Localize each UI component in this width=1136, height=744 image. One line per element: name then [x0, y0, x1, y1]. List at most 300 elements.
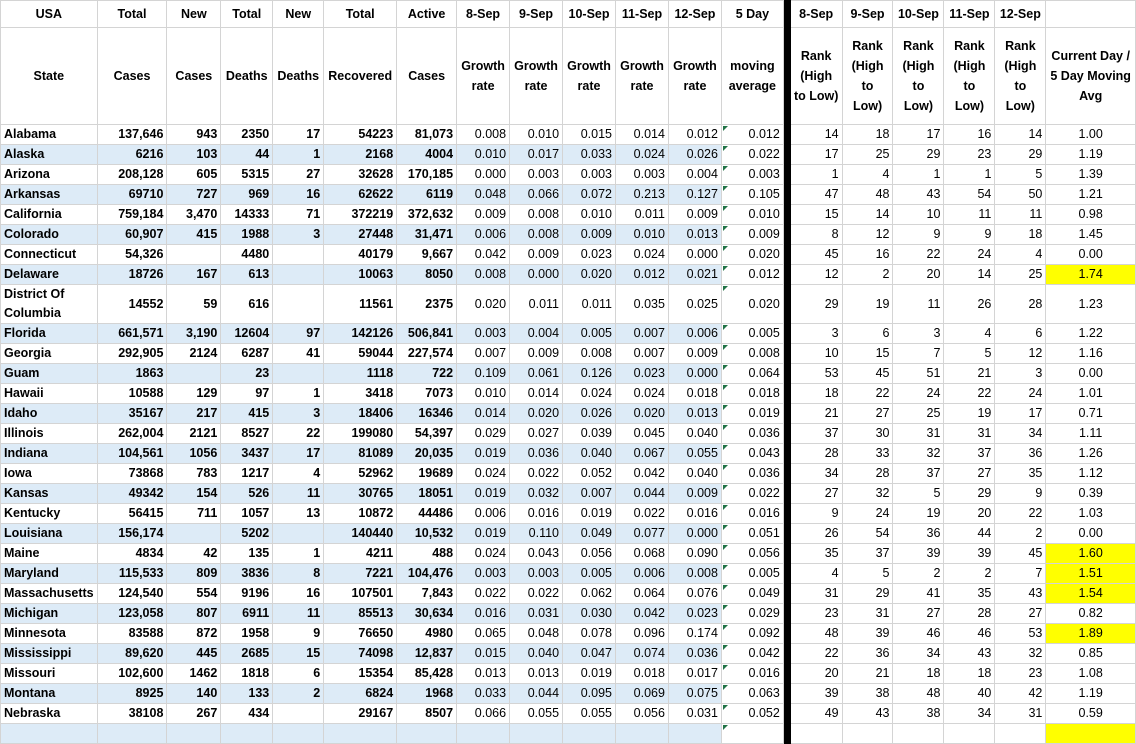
total-cases-cell[interactable]: 83588 — [97, 624, 167, 644]
growth-rate-cell[interactable] — [615, 724, 668, 744]
new-cases-cell[interactable]: 605 — [167, 165, 221, 185]
total-cases-cell[interactable]: 14552 — [97, 285, 167, 324]
new-cases-cell[interactable] — [167, 364, 221, 384]
current-vs-avg-cell[interactable]: 0.39 — [1046, 484, 1136, 504]
total-cases-cell[interactable] — [97, 724, 167, 744]
moving-average-cell[interactable]: 0.008 — [721, 344, 783, 364]
recovered-cell[interactable]: 10063 — [324, 265, 397, 285]
new-deaths-cell[interactable]: 71 — [273, 205, 324, 225]
rank-cell[interactable]: 24 — [995, 384, 1046, 404]
recovered-cell[interactable]: 32628 — [324, 165, 397, 185]
moving-average-cell[interactable]: 0.036 — [721, 424, 783, 444]
growth-rate-cell[interactable]: 0.009 — [457, 205, 510, 225]
column-header[interactable]: New — [167, 1, 221, 28]
state-cell[interactable]: Michigan — [1, 604, 98, 624]
current-vs-avg-cell[interactable]: 0.00 — [1046, 245, 1136, 265]
rank-cell[interactable]: 19 — [842, 285, 893, 324]
new-cases-cell[interactable] — [167, 724, 221, 744]
growth-rate-cell[interactable]: 0.033 — [457, 684, 510, 704]
rank-cell[interactable]: 20 — [790, 664, 842, 684]
rank-cell[interactable]: 22 — [790, 644, 842, 664]
rank-cell[interactable]: 2 — [893, 564, 944, 584]
growth-rate-cell[interactable]: 0.019 — [563, 504, 616, 524]
current-vs-avg-cell[interactable]: 1.39 — [1046, 165, 1136, 185]
total-cases-cell[interactable]: 156,174 — [97, 524, 167, 544]
growth-rate-cell[interactable]: 0.067 — [615, 444, 668, 464]
rank-cell[interactable]: 15 — [842, 344, 893, 364]
current-vs-avg-cell[interactable]: 0.59 — [1046, 704, 1136, 724]
moving-average-cell[interactable]: 0.003 — [721, 165, 783, 185]
column-header[interactable]: Cases — [167, 28, 221, 125]
rank-cell[interactable]: 21 — [944, 364, 995, 384]
growth-rate-cell[interactable]: 0.023 — [615, 364, 668, 384]
rank-cell[interactable]: 25 — [893, 404, 944, 424]
rank-cell[interactable]: 32 — [995, 644, 1046, 664]
rank-cell[interactable]: 26 — [944, 285, 995, 324]
total-deaths-cell[interactable]: 1217 — [221, 464, 273, 484]
rank-cell[interactable] — [944, 724, 995, 744]
rank-cell[interactable]: 43 — [995, 584, 1046, 604]
recovered-cell[interactable]: 27448 — [324, 225, 397, 245]
total-cases-cell[interactable]: 137,646 — [97, 125, 167, 145]
rank-cell[interactable]: 37 — [790, 424, 842, 444]
column-header[interactable]: Total — [324, 1, 397, 28]
rank-cell[interactable]: 48 — [842, 185, 893, 205]
recovered-cell[interactable]: 372219 — [324, 205, 397, 225]
total-deaths-cell[interactable]: 526 — [221, 484, 273, 504]
growth-rate-cell[interactable]: 0.056 — [615, 704, 668, 724]
moving-average-cell[interactable]: 0.022 — [721, 145, 783, 165]
growth-rate-cell[interactable]: 0.003 — [510, 165, 563, 185]
rank-cell[interactable]: 43 — [944, 644, 995, 664]
total-cases-cell[interactable]: 60,907 — [97, 225, 167, 245]
new-deaths-cell[interactable]: 17 — [273, 125, 324, 145]
growth-rate-cell[interactable]: 0.011 — [563, 285, 616, 324]
rank-cell[interactable]: 37 — [893, 464, 944, 484]
rank-cell[interactable]: 17 — [790, 145, 842, 165]
growth-rate-cell[interactable]: 0.015 — [457, 644, 510, 664]
new-cases-cell[interactable]: 140 — [167, 684, 221, 704]
active-cases-cell[interactable]: 7073 — [397, 384, 457, 404]
state-cell[interactable]: Florida — [1, 324, 98, 344]
total-cases-cell[interactable]: 115,533 — [97, 564, 167, 584]
growth-rate-cell[interactable]: 0.009 — [668, 484, 721, 504]
growth-rate-cell[interactable]: 0.020 — [563, 265, 616, 285]
recovered-cell[interactable]: 1118 — [324, 364, 397, 384]
growth-rate-cell[interactable]: 0.035 — [615, 285, 668, 324]
new-deaths-cell[interactable]: 97 — [273, 324, 324, 344]
growth-rate-cell[interactable]: 0.007 — [615, 344, 668, 364]
growth-rate-cell[interactable]: 0.003 — [457, 324, 510, 344]
rank-cell[interactable]: 45 — [995, 544, 1046, 564]
recovered-cell[interactable]: 2168 — [324, 145, 397, 165]
growth-rate-cell[interactable]: 0.006 — [457, 504, 510, 524]
total-deaths-cell[interactable]: 2685 — [221, 644, 273, 664]
current-vs-avg-cell[interactable]: 1.19 — [1046, 145, 1136, 165]
rank-cell[interactable]: 21 — [842, 664, 893, 684]
rank-cell[interactable]: 45 — [842, 364, 893, 384]
rank-cell[interactable]: 42 — [995, 684, 1046, 704]
total-cases-cell[interactable]: 292,905 — [97, 344, 167, 364]
growth-rate-cell[interactable]: 0.126 — [563, 364, 616, 384]
growth-rate-cell[interactable]: 0.026 — [563, 404, 616, 424]
growth-rate-cell[interactable]: 0.043 — [510, 544, 563, 564]
recovered-cell[interactable]: 142126 — [324, 324, 397, 344]
rank-cell[interactable]: 9 — [893, 225, 944, 245]
recovered-cell[interactable]: 10872 — [324, 504, 397, 524]
column-header[interactable]: 9-Sep — [510, 1, 563, 28]
total-deaths-cell[interactable]: 97 — [221, 384, 273, 404]
state-cell[interactable] — [1, 724, 98, 744]
current-vs-avg-cell[interactable]: 0.98 — [1046, 205, 1136, 225]
new-cases-cell[interactable]: 59 — [167, 285, 221, 324]
new-deaths-cell[interactable] — [273, 364, 324, 384]
growth-rate-cell[interactable]: 0.048 — [510, 624, 563, 644]
current-vs-avg-cell[interactable]: 1.51 — [1046, 564, 1136, 584]
rank-cell[interactable]: 41 — [893, 584, 944, 604]
total-cases-cell[interactable]: 18726 — [97, 265, 167, 285]
growth-rate-cell[interactable]: 0.031 — [668, 704, 721, 724]
rank-cell[interactable]: 33 — [842, 444, 893, 464]
rank-cell[interactable]: 6 — [842, 324, 893, 344]
column-header[interactable]: Deaths — [221, 28, 273, 125]
growth-rate-cell[interactable]: 0.075 — [668, 684, 721, 704]
growth-rate-cell[interactable]: 0.029 — [457, 424, 510, 444]
growth-rate-cell[interactable]: 0.068 — [615, 544, 668, 564]
growth-rate-cell[interactable]: 0.024 — [457, 544, 510, 564]
recovered-cell[interactable]: 107501 — [324, 584, 397, 604]
column-header[interactable]: 5 Day — [721, 1, 783, 28]
new-cases-cell[interactable]: 2124 — [167, 344, 221, 364]
new-deaths-cell[interactable] — [273, 265, 324, 285]
recovered-cell[interactable]: 76650 — [324, 624, 397, 644]
growth-rate-cell[interactable]: 0.014 — [457, 404, 510, 424]
recovered-cell[interactable]: 85513 — [324, 604, 397, 624]
rank-cell[interactable]: 20 — [893, 265, 944, 285]
state-cell[interactable]: Louisiana — [1, 524, 98, 544]
column-header[interactable]: 8-Sep — [790, 1, 842, 28]
new-deaths-cell[interactable]: 3 — [273, 225, 324, 245]
rank-cell[interactable]: 7 — [893, 344, 944, 364]
growth-rate-cell[interactable]: 0.072 — [563, 185, 616, 205]
rank-cell[interactable]: 12 — [995, 344, 1046, 364]
rank-cell[interactable]: 17 — [893, 125, 944, 145]
recovered-cell[interactable]: 29167 — [324, 704, 397, 724]
total-deaths-cell[interactable]: 616 — [221, 285, 273, 324]
growth-rate-cell[interactable]: 0.040 — [668, 464, 721, 484]
growth-rate-cell[interactable]: 0.016 — [457, 604, 510, 624]
rank-cell[interactable]: 53 — [995, 624, 1046, 644]
new-cases-cell[interactable]: 1462 — [167, 664, 221, 684]
growth-rate-cell[interactable]: 0.055 — [668, 444, 721, 464]
new-deaths-cell[interactable]: 1 — [273, 145, 324, 165]
total-cases-cell[interactable]: 104,561 — [97, 444, 167, 464]
total-cases-cell[interactable]: 49342 — [97, 484, 167, 504]
growth-rate-cell[interactable]: 0.027 — [510, 424, 563, 444]
growth-rate-cell[interactable]: 0.077 — [615, 524, 668, 544]
rank-cell[interactable]: 21 — [790, 404, 842, 424]
rank-cell[interactable]: 2 — [995, 524, 1046, 544]
total-deaths-cell[interactable]: 44 — [221, 145, 273, 165]
moving-average-cell[interactable]: 0.043 — [721, 444, 783, 464]
rank-cell[interactable]: 29 — [790, 285, 842, 324]
rank-cell[interactable]: 23 — [995, 664, 1046, 684]
growth-rate-cell[interactable]: 0.010 — [510, 125, 563, 145]
growth-rate-cell[interactable]: 0.061 — [510, 364, 563, 384]
state-cell[interactable]: Arizona — [1, 165, 98, 185]
rank-cell[interactable]: 43 — [842, 704, 893, 724]
growth-rate-cell[interactable]: 0.039 — [563, 424, 616, 444]
growth-rate-cell[interactable]: 0.008 — [563, 344, 616, 364]
moving-average-cell[interactable]: 0.029 — [721, 604, 783, 624]
rank-cell[interactable]: 35 — [790, 544, 842, 564]
growth-rate-cell[interactable]: 0.009 — [510, 344, 563, 364]
state-cell[interactable]: Nebraska — [1, 704, 98, 724]
growth-rate-cell[interactable]: 0.024 — [563, 384, 616, 404]
column-header[interactable]: Rank (High to Low) — [842, 28, 893, 125]
rank-cell[interactable] — [790, 724, 842, 744]
growth-rate-cell[interactable]: 0.022 — [615, 504, 668, 524]
growth-rate-cell[interactable]: 0.090 — [668, 544, 721, 564]
growth-rate-cell[interactable]: 0.019 — [457, 524, 510, 544]
growth-rate-cell[interactable]: 0.004 — [668, 165, 721, 185]
new-deaths-cell[interactable] — [273, 285, 324, 324]
total-deaths-cell[interactable]: 8527 — [221, 424, 273, 444]
column-header[interactable]: 10-Sep — [893, 1, 944, 28]
active-cases-cell[interactable]: 10,532 — [397, 524, 457, 544]
state-cell[interactable]: Iowa — [1, 464, 98, 484]
growth-rate-cell[interactable]: 0.000 — [668, 245, 721, 265]
rank-cell[interactable]: 34 — [790, 464, 842, 484]
growth-rate-cell[interactable]: 0.009 — [563, 225, 616, 245]
rank-cell[interactable]: 2 — [944, 564, 995, 584]
new-cases-cell[interactable]: 167 — [167, 265, 221, 285]
new-cases-cell[interactable]: 415 — [167, 225, 221, 245]
new-deaths-cell[interactable]: 13 — [273, 504, 324, 524]
new-cases-cell[interactable]: 809 — [167, 564, 221, 584]
current-vs-avg-cell[interactable]: 1.19 — [1046, 684, 1136, 704]
growth-rate-cell[interactable]: 0.047 — [563, 644, 616, 664]
moving-average-cell[interactable]: 0.052 — [721, 704, 783, 724]
total-deaths-cell[interactable]: 6287 — [221, 344, 273, 364]
growth-rate-cell[interactable]: 0.000 — [457, 165, 510, 185]
growth-rate-cell[interactable] — [457, 724, 510, 744]
rank-cell[interactable]: 32 — [842, 484, 893, 504]
growth-rate-cell[interactable]: 0.018 — [668, 384, 721, 404]
new-cases-cell[interactable]: 3,470 — [167, 205, 221, 225]
moving-average-cell[interactable]: 0.012 — [721, 265, 783, 285]
growth-rate-cell[interactable]: 0.069 — [615, 684, 668, 704]
growth-rate-cell[interactable]: 0.032 — [510, 484, 563, 504]
rank-cell[interactable]: 3 — [790, 324, 842, 344]
column-header[interactable] — [1046, 1, 1136, 28]
total-deaths-cell[interactable]: 9196 — [221, 584, 273, 604]
state-cell[interactable]: Mississippi — [1, 644, 98, 664]
new-deaths-cell[interactable] — [273, 704, 324, 724]
growth-rate-cell[interactable]: 0.010 — [457, 384, 510, 404]
rank-cell[interactable]: 32 — [893, 444, 944, 464]
new-deaths-cell[interactable]: 41 — [273, 344, 324, 364]
current-vs-avg-cell[interactable]: 1.89 — [1046, 624, 1136, 644]
growth-rate-cell[interactable]: 0.018 — [615, 664, 668, 684]
total-deaths-cell[interactable]: 3836 — [221, 564, 273, 584]
rank-cell[interactable]: 27 — [944, 464, 995, 484]
state-cell[interactable]: Guam — [1, 364, 98, 384]
new-deaths-cell[interactable]: 1 — [273, 544, 324, 564]
new-deaths-cell[interactable] — [273, 245, 324, 265]
total-deaths-cell[interactable]: 1818 — [221, 664, 273, 684]
growth-rate-cell[interactable]: 0.074 — [615, 644, 668, 664]
column-header[interactable]: moving average — [721, 28, 783, 125]
rank-cell[interactable]: 35 — [944, 584, 995, 604]
growth-rate-cell[interactable]: 0.030 — [563, 604, 616, 624]
growth-rate-cell[interactable]: 0.044 — [615, 484, 668, 504]
new-deaths-cell[interactable]: 11 — [273, 484, 324, 504]
rank-cell[interactable]: 6 — [995, 324, 1046, 344]
growth-rate-cell[interactable]: 0.031 — [510, 604, 563, 624]
current-vs-avg-cell[interactable]: 0.85 — [1046, 644, 1136, 664]
new-cases-cell[interactable]: 1056 — [167, 444, 221, 464]
growth-rate-cell[interactable]: 0.016 — [668, 504, 721, 524]
rank-cell[interactable]: 4 — [790, 564, 842, 584]
total-cases-cell[interactable]: 262,004 — [97, 424, 167, 444]
total-deaths-cell[interactable]: 6911 — [221, 604, 273, 624]
rank-cell[interactable]: 15 — [790, 205, 842, 225]
moving-average-cell[interactable]: 0.049 — [721, 584, 783, 604]
total-cases-cell[interactable]: 54,326 — [97, 245, 167, 265]
state-cell[interactable]: Connecticut — [1, 245, 98, 265]
current-vs-avg-cell[interactable]: 1.08 — [1046, 664, 1136, 684]
active-cases-cell[interactable]: 6119 — [397, 185, 457, 205]
state-cell[interactable]: Minnesota — [1, 624, 98, 644]
growth-rate-cell[interactable]: 0.017 — [510, 145, 563, 165]
new-deaths-cell[interactable]: 4 — [273, 464, 324, 484]
column-header[interactable]: Total — [97, 1, 167, 28]
state-cell[interactable]: California — [1, 205, 98, 225]
growth-rate-cell[interactable]: 0.040 — [668, 424, 721, 444]
current-vs-avg-cell[interactable]: 1.16 — [1046, 344, 1136, 364]
rank-cell[interactable]: 27 — [995, 604, 1046, 624]
growth-rate-cell[interactable]: 0.040 — [563, 444, 616, 464]
total-deaths-cell[interactable]: 613 — [221, 265, 273, 285]
total-cases-cell[interactable]: 56415 — [97, 504, 167, 524]
total-cases-cell[interactable]: 10588 — [97, 384, 167, 404]
rank-cell[interactable]: 11 — [944, 205, 995, 225]
rank-cell[interactable]: 3 — [893, 324, 944, 344]
rank-cell[interactable]: 29 — [842, 584, 893, 604]
active-cases-cell[interactable] — [397, 724, 457, 744]
rank-cell[interactable]: 1 — [790, 165, 842, 185]
column-header[interactable]: New — [273, 1, 324, 28]
rank-cell[interactable]: 12 — [842, 225, 893, 245]
growth-rate-cell[interactable]: 0.045 — [615, 424, 668, 444]
growth-rate-cell[interactable]: 0.109 — [457, 364, 510, 384]
new-cases-cell[interactable]: 943 — [167, 125, 221, 145]
total-deaths-cell[interactable]: 133 — [221, 684, 273, 704]
growth-rate-cell[interactable]: 0.048 — [457, 185, 510, 205]
column-header[interactable]: 12-Sep — [668, 1, 721, 28]
rank-cell[interactable]: 5 — [944, 344, 995, 364]
growth-rate-cell[interactable]: 0.007 — [457, 344, 510, 364]
state-cell[interactable]: Idaho — [1, 404, 98, 424]
new-cases-cell[interactable]: 267 — [167, 704, 221, 724]
rank-cell[interactable]: 39 — [790, 684, 842, 704]
growth-rate-cell[interactable]: 0.127 — [668, 185, 721, 205]
recovered-cell[interactable] — [324, 724, 397, 744]
active-cases-cell[interactable]: 81,073 — [397, 125, 457, 145]
moving-average-cell[interactable]: 0.042 — [721, 644, 783, 664]
column-header[interactable]: Recovered — [324, 28, 397, 125]
active-cases-cell[interactable]: 8507 — [397, 704, 457, 724]
rank-cell[interactable] — [893, 724, 944, 744]
state-cell[interactable]: Kansas — [1, 484, 98, 504]
moving-average-cell[interactable]: 0.036 — [721, 464, 783, 484]
new-cases-cell[interactable]: 445 — [167, 644, 221, 664]
new-deaths-cell[interactable]: 6 — [273, 664, 324, 684]
rank-cell[interactable]: 27 — [842, 404, 893, 424]
column-header[interactable]: Growth rate — [457, 28, 510, 125]
moving-average-cell[interactable]: 0.012 — [721, 125, 783, 145]
new-cases-cell[interactable]: 711 — [167, 504, 221, 524]
total-deaths-cell[interactable]: 135 — [221, 544, 273, 564]
total-cases-cell[interactable]: 69710 — [97, 185, 167, 205]
rank-cell[interactable]: 5 — [893, 484, 944, 504]
rank-cell[interactable]: 46 — [893, 624, 944, 644]
growth-rate-cell[interactable]: 0.022 — [457, 584, 510, 604]
total-deaths-cell[interactable]: 2350 — [221, 125, 273, 145]
growth-rate-cell[interactable]: 0.021 — [668, 265, 721, 285]
rank-cell[interactable]: 28 — [995, 285, 1046, 324]
rank-cell[interactable]: 36 — [842, 644, 893, 664]
current-vs-avg-cell[interactable]: 0.71 — [1046, 404, 1136, 424]
new-deaths-cell[interactable]: 27 — [273, 165, 324, 185]
rank-cell[interactable]: 4 — [944, 324, 995, 344]
column-header[interactable]: Rank (High to Low) — [995, 28, 1046, 125]
recovered-cell[interactable]: 15354 — [324, 664, 397, 684]
state-cell[interactable]: District Of Columbia — [1, 285, 98, 324]
rank-cell[interactable]: 14 — [790, 125, 842, 145]
new-cases-cell[interactable]: 154 — [167, 484, 221, 504]
moving-average-cell[interactable]: 0.022 — [721, 484, 783, 504]
total-cases-cell[interactable]: 8925 — [97, 684, 167, 704]
column-header[interactable]: Total — [221, 1, 273, 28]
active-cases-cell[interactable]: 488 — [397, 544, 457, 564]
new-deaths-cell[interactable]: 11 — [273, 604, 324, 624]
rank-cell[interactable]: 9 — [944, 225, 995, 245]
current-vs-avg-cell[interactable]: 1.00 — [1046, 125, 1136, 145]
growth-rate-cell[interactable]: 0.056 — [563, 544, 616, 564]
total-cases-cell[interactable]: 38108 — [97, 704, 167, 724]
rank-cell[interactable]: 23 — [944, 145, 995, 165]
column-header[interactable]: 11-Sep — [944, 1, 995, 28]
growth-rate-cell[interactable]: 0.005 — [563, 564, 616, 584]
new-deaths-cell[interactable]: 8 — [273, 564, 324, 584]
rank-cell[interactable]: 39 — [893, 544, 944, 564]
moving-average-cell[interactable]: 0.056 — [721, 544, 783, 564]
rank-cell[interactable]: 18 — [995, 225, 1046, 245]
rank-cell[interactable]: 29 — [995, 145, 1046, 165]
moving-average-cell[interactable]: 0.010 — [721, 205, 783, 225]
active-cases-cell[interactable]: 2375 — [397, 285, 457, 324]
rank-cell[interactable]: 31 — [790, 584, 842, 604]
active-cases-cell[interactable]: 227,574 — [397, 344, 457, 364]
rank-cell[interactable]: 26 — [790, 524, 842, 544]
growth-rate-cell[interactable]: 0.000 — [510, 265, 563, 285]
rank-cell[interactable]: 4 — [995, 245, 1046, 265]
growth-rate-cell[interactable]: 0.025 — [668, 285, 721, 324]
new-deaths-cell[interactable] — [273, 724, 324, 744]
growth-rate-cell[interactable]: 0.055 — [510, 704, 563, 724]
